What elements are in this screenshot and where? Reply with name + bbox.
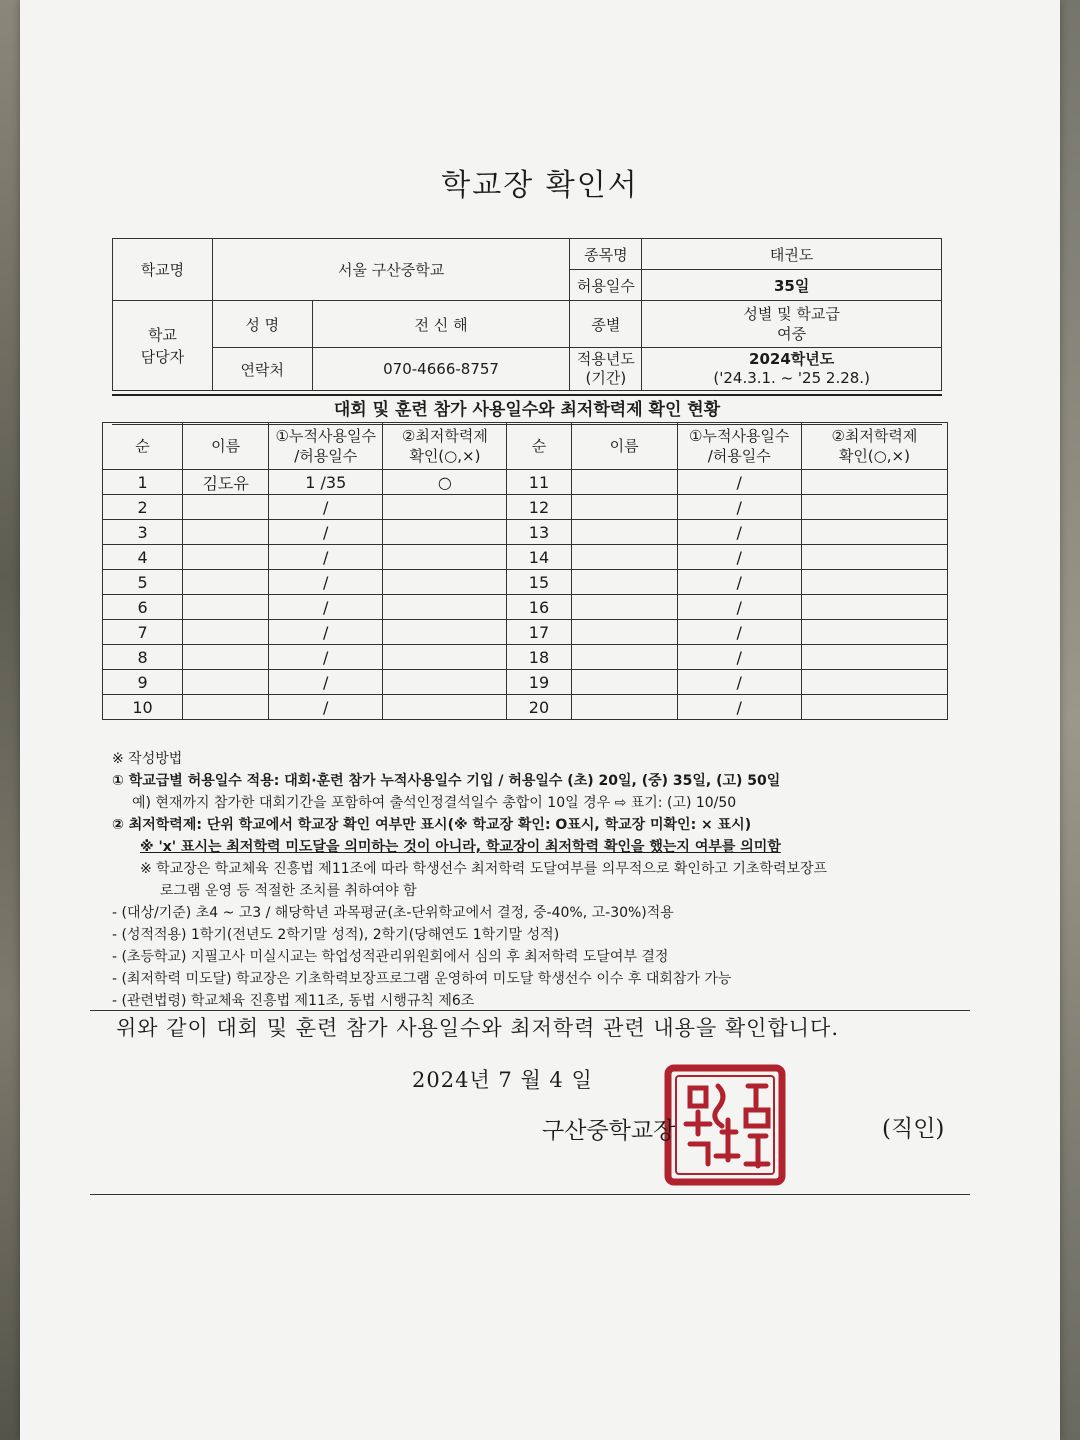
table-row [103, 645, 948, 670]
header-check-right-line2: 확인(○,×) [838, 447, 910, 465]
cell-days-right: / [677, 520, 801, 545]
cell-no-left: 9 [103, 670, 183, 695]
detail-4: - (최저학력 미도달) 학교장은 기초학력보장프로그램 운영하여 미도달 학생선수 이수 후 대회참가 가능 [112, 971, 732, 987]
document-title: 학교장 확인서 [441, 168, 639, 203]
note-2-c: 로그램 운영 등 적절한 조치를 취하여야 함 [160, 883, 417, 899]
cell-no-left: 2 [103, 495, 183, 520]
cell-no-left: 5 [103, 570, 183, 595]
header-check-right-line1: ②최저학력제 [831, 427, 918, 445]
cell-days-right: / [677, 470, 801, 495]
table-row [103, 570, 948, 595]
cell-check-right [801, 520, 947, 545]
cell-check-right [801, 670, 947, 695]
cell-check-right [801, 595, 947, 620]
cell-name-left [183, 595, 269, 620]
year-value-line2: ('24.3.1. ~ '25 2.28.) [713, 369, 870, 387]
cell-days-right: / [677, 645, 801, 670]
note-2: ② 최저학력제: 단위 학교에서 학교장 확인 여부만 표시(※ 학교장 확인: O표시, 학교장 미확인: × 표시) [112, 817, 752, 833]
cell-days-right: / [677, 670, 801, 695]
cell-days-left: / [269, 570, 383, 595]
cell-name-left: 김도유 [183, 470, 269, 495]
header-no-right: 순 [507, 423, 571, 470]
cell-name-left [183, 620, 269, 645]
cell-name-left [183, 495, 269, 520]
cell-no-right: 19 [507, 670, 571, 695]
instructions [112, 748, 972, 1012]
cell-no-left: 7 [103, 620, 183, 645]
note-1-example: 예) 현재까지 참가한 대회기간을 포함하여 출석인정결석일수 총합이 10일 경우 ⇨ 표기: (고) 10/50 [132, 795, 737, 811]
table-row [103, 620, 948, 645]
cell-no-right: 15 [507, 570, 571, 595]
year-value-line1: 2024학년도 [749, 350, 835, 368]
cell-check-left [383, 520, 507, 545]
cell-no-left: 8 [103, 645, 183, 670]
official-seal-icon [660, 1060, 790, 1190]
cell-no-left: 1 [103, 470, 183, 495]
cell-name-right [571, 570, 677, 595]
header-check-left-line1: ②최저학력제 [401, 427, 488, 445]
cell-no-right: 12 [507, 495, 571, 520]
confirmation-statement: 위와 같이 대회 및 훈련 참가 사용일수와 최저학력 관련 내용을 확인합니다. [116, 1016, 840, 1040]
cell-name-right [571, 470, 677, 495]
cell-no-left: 6 [103, 595, 183, 620]
table-row [103, 545, 948, 570]
detail-1: - (대상/기준) 초4 ~ 고3 / 해당학년 과목평균(초-단위학교에서 결정, 중-40%, 고-30%)적용 [112, 905, 674, 921]
cell-name-right [571, 520, 677, 545]
cell-no-left: 10 [103, 695, 183, 720]
cell-name-right [571, 545, 677, 570]
cell-check-right [801, 495, 947, 520]
allowed-days-value: 35일 [642, 270, 942, 301]
cell-name-right [571, 670, 677, 695]
cell-days-right: / [677, 570, 801, 595]
cell-days-right: / [677, 495, 801, 520]
year-label-line1: 적용년도 [576, 350, 635, 368]
cell-no-right: 11 [507, 470, 571, 495]
table-row [103, 595, 948, 620]
cell-check-left [383, 545, 507, 570]
header-days-left-line1: ①누적사용일수 [275, 427, 376, 445]
issue-date: 2024년 7 월 4 일 [412, 1068, 593, 1092]
header-check-left [383, 423, 507, 470]
cell-days-left: / [269, 645, 383, 670]
event-label: 종목명 [570, 239, 642, 270]
table-row [103, 495, 948, 520]
cell-no-right: 18 [507, 645, 571, 670]
table-row [103, 670, 948, 695]
cell-name-left [183, 520, 269, 545]
event-value: 태권도 [642, 239, 942, 270]
notes-heading: ※ 작성방법 [112, 751, 183, 767]
cell-check-right [801, 645, 947, 670]
header-days-left [269, 423, 383, 470]
category-value-line2: 여중 [777, 325, 807, 343]
document-sheet [20, 0, 1060, 1440]
cell-no-right: 14 [507, 545, 571, 570]
cell-days-right: / [677, 620, 801, 645]
cell-check-right [801, 470, 947, 495]
detail-3: - (초등학교) 지필고사 미실시교는 학업성적관리위원회에서 심의 후 최저학력 도달여부 결정 [112, 949, 669, 965]
cell-check-left [383, 620, 507, 645]
usage-table-header [103, 423, 948, 470]
header-days-right-line1: ①누적사용일수 [689, 427, 790, 445]
cell-no-left: 3 [103, 520, 183, 545]
usage-table [102, 422, 948, 720]
header-name-left: 이름 [183, 423, 269, 470]
cell-days-left: / [269, 620, 383, 645]
cell-check-left [383, 695, 507, 720]
note-2-a: ※ 'x' 표시는 최저학력 미도달을 의미하는 것이 아니라, 학교장이 최저학력 확인을 했는지 여부를 의미함 [140, 839, 781, 855]
cell-check-left [383, 570, 507, 595]
phone-label: 연락처 [212, 348, 312, 391]
header-check-right [801, 423, 947, 470]
cell-check-right [801, 545, 947, 570]
cell-days-left: / [269, 520, 383, 545]
info-table [112, 238, 942, 391]
principal-title: 구산중학교장 [542, 1118, 676, 1144]
cell-check-left: ○ [383, 470, 507, 495]
header-days-right [677, 423, 801, 470]
cell-check-left [383, 595, 507, 620]
cell-days-left: / [269, 495, 383, 520]
cell-name-left [183, 545, 269, 570]
category-value-line1: 성별 및 학교급 [743, 305, 840, 323]
year-value [642, 348, 942, 391]
cell-no-right: 16 [507, 595, 571, 620]
school-label: 학교명 [113, 239, 213, 301]
cell-days-left: / [269, 595, 383, 620]
contact-person-label: 학교 담당자 [113, 301, 213, 391]
cell-no-left: 4 [103, 545, 183, 570]
note-1: ① 학교급별 허용일수 적용: 대회·훈련 참가 누적사용일수 기입 / 허용일수 (초) 20일, (중) 35일, (고) 50일 [112, 773, 781, 789]
year-label-line2: (기간) [585, 369, 627, 387]
allowed-days-label: 허용일수 [570, 270, 642, 301]
year-label [570, 348, 642, 391]
cell-no-right: 13 [507, 520, 571, 545]
header-check-left-line2: 확인(○,×) [409, 447, 481, 465]
cell-check-right [801, 570, 947, 595]
cell-name-right [571, 595, 677, 620]
detail-2: - (성적적용) 1학기(전년도 2학기말 성적), 2학기(당해연도 1학기말 성적) [112, 927, 560, 943]
name-value: 전 신 해 [312, 301, 570, 348]
cell-check-left [383, 645, 507, 670]
cell-check-right [801, 695, 947, 720]
table-row [103, 695, 948, 720]
name-label: 성 명 [212, 301, 312, 348]
divider-bottom [90, 1194, 970, 1195]
cell-days-left: / [269, 545, 383, 570]
seal-label: (직인) [882, 1116, 945, 1142]
category-label: 종별 [570, 301, 642, 348]
table-row [103, 470, 948, 495]
cell-name-left [183, 695, 269, 720]
cell-check-right [801, 620, 947, 645]
cell-check-left [383, 670, 507, 695]
cell-no-right: 17 [507, 620, 571, 645]
table-title: 대회 및 훈련 참가 사용일수와 최저학력제 확인 현황 [112, 394, 942, 425]
cell-days-right: / [677, 545, 801, 570]
school-value: 서울 구산중학교 [212, 239, 570, 301]
cell-days-right: / [677, 695, 801, 720]
cell-no-right: 20 [507, 695, 571, 720]
category-value [642, 301, 942, 348]
phone-value: 070-4666-8757 [312, 348, 570, 391]
cell-name-left [183, 570, 269, 595]
detail-5: - (관련법령) 학교체육 진흥법 제11조, 동법 시행규칙 제6조 [112, 993, 475, 1009]
divider-top [90, 1010, 970, 1011]
cell-check-left [383, 495, 507, 520]
cell-days-right: / [677, 595, 801, 620]
cell-days-left: / [269, 670, 383, 695]
cell-name-left [183, 670, 269, 695]
header-days-left-line2: /허용일수 [294, 447, 358, 465]
table-row [103, 520, 948, 545]
cell-name-right [571, 695, 677, 720]
cell-days-left: 1 /35 [269, 470, 383, 495]
cell-name-right [571, 495, 677, 520]
cell-name-right [571, 620, 677, 645]
header-days-right-line2: /허용일수 [707, 447, 771, 465]
cell-name-left [183, 645, 269, 670]
note-2-b: ※ 학교장은 학교체육 진흥법 제11조에 따라 학생선수 최저학력 도달여부를 의무적으로 확인하고 기초학력보장프 [140, 861, 828, 877]
header-name-right: 이름 [571, 423, 677, 470]
header-no-left: 순 [103, 423, 183, 470]
cell-name-right [571, 645, 677, 670]
cell-days-left: / [269, 695, 383, 720]
